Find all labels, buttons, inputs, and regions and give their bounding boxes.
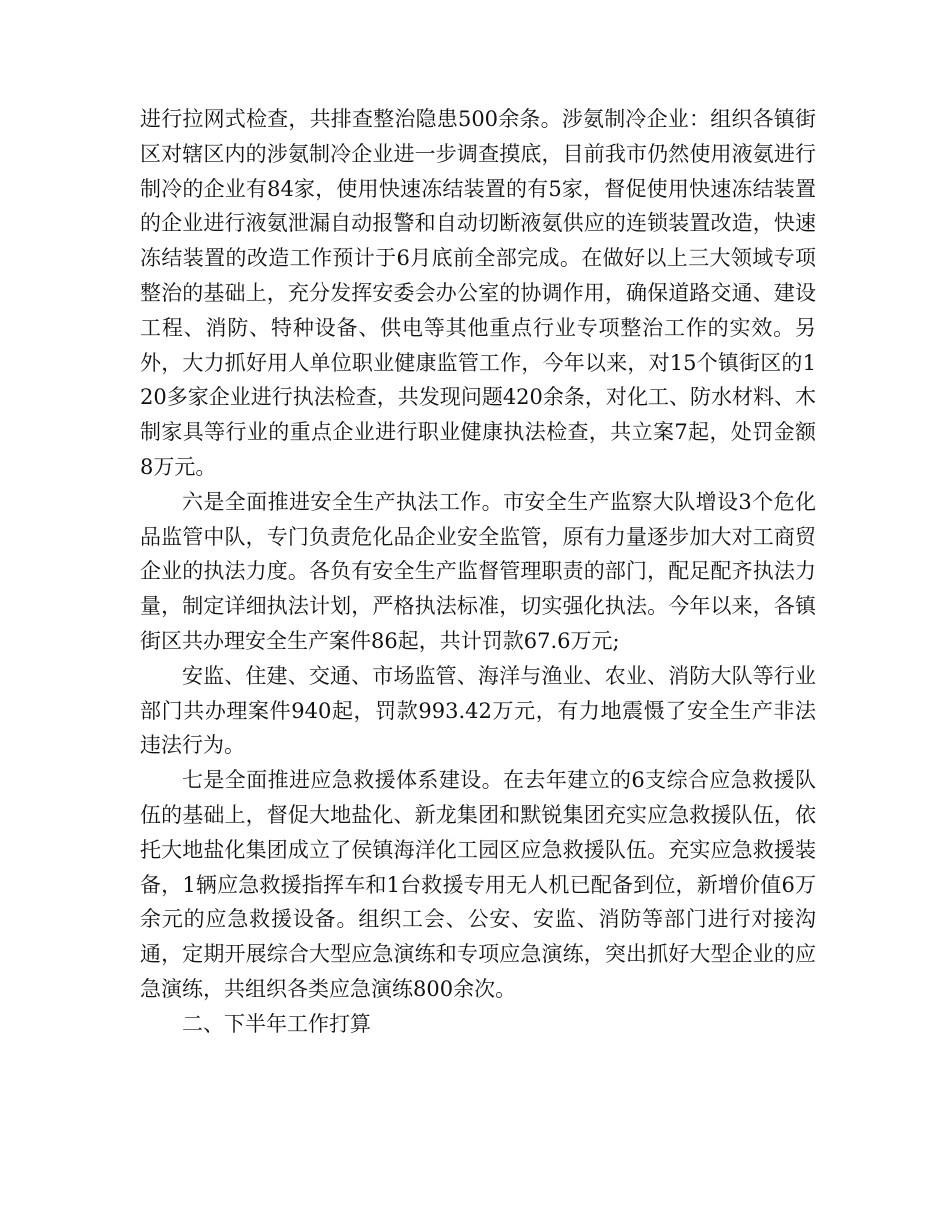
paragraph-industry-cases: 安监、住建、交通、市场监管、海洋与渔业、农业、消防大队等行业部门共办理案件940起，罚款993.42万元，有力地震慑了安全生产非法违法行为。 xyxy=(140,663,816,758)
document-page xyxy=(140,102,816,1042)
paragraph-law-enforcement: 六是全面推进安全生产执法工作。市安全生产监察大队增设3个危化品监管中队，专门负责危化品企业安全监管，原有力量逐步加大对工商贸企业的执法力度。各负有安全生产监督管理职责的部门，配足配齐执法力量，制定详细执法计划，严格执法标准，切实强化执法。今年以来，各镇街区共办理安全生产案件86起，共计罚款67.6万元; xyxy=(140,489,816,653)
paragraph-continuation: 进行拉网式检查，共排查整治隐患500余条。涉氨制冷企业：组织各镇街区对辖区内的涉氨制冷企业进一步调查摸底，目前我市仍然使用液氨进行制冷的企业有84家，使用快速冻结装置的有5家，督促使用快速冻结装置的企业进行液氨泄漏自动报警和自动切断液氨供应的连锁装置改造，快速冻结装置的改造工作预计于6月底前全部完成。在做好以上三大领域专项整治的基础上，充分发挥安委会办公室的协调作用，确保道路交通、建设工程、消防、特种设备、供电等其他重点行业专项整治工作的实效。另外，大力抓好用人单位职业健康监管工作，今年以来，对15个镇街区的120多家企业进行执法检查，共发现问题420余条，对化工、防水材料、木制家具等行业的重点企业进行职业健康执法检查，共立案7起，处罚金额8万元。 xyxy=(140,107,816,479)
section-heading: 二、下半年工作打算 xyxy=(182,1011,371,1036)
paragraph-emergency-rescue: 七是全面推进应急救援体系建设。在去年建立的6支综合应急救援队伍的基础上，督促大地盐化、新龙集团和默锐集团充实应急救援队伍，依托大地盐化集团成立了侯镇海洋化工园区应急救援队伍。充实应急救援装备，1辆应急救援指挥车和1台救援专用无人机已配备到位，新增价值6万余元的应急救援设备。组织工会、公安、安监、消防等部门进行对接沟通，定期开展综合大型应急演练和专项应急演练，突出抓好大型企业的应急演练，共组织各类应急演练800余次。 xyxy=(140,768,816,1001)
